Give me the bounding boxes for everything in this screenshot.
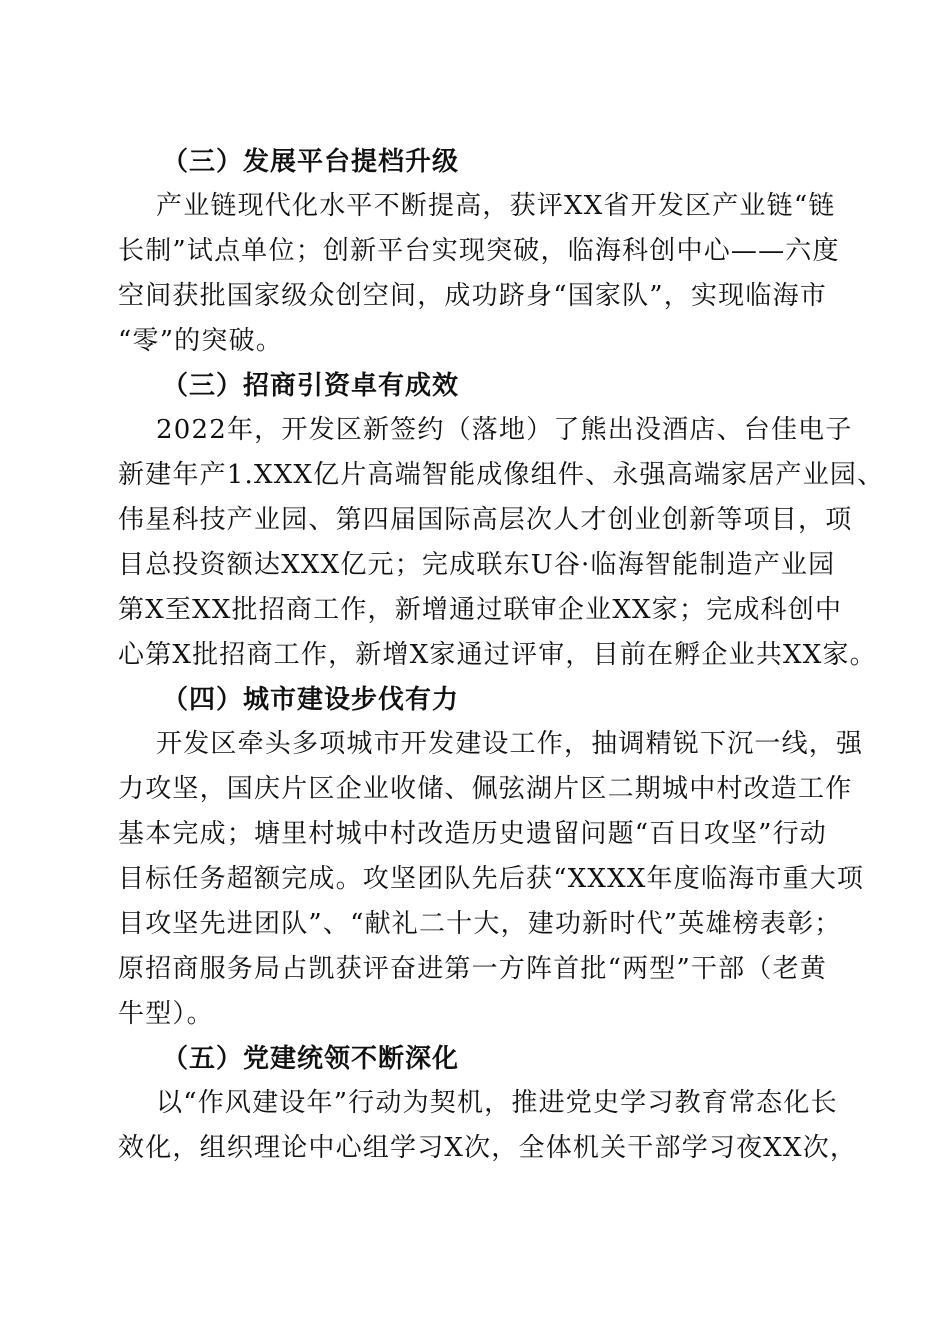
paragraph-platform-upgrade [118, 184, 840, 364]
text-line: 心第X批招商工作，新增X家通过评审，目前在孵企业共XX家。 [118, 640, 877, 670]
text-line: “零”的突破。 [118, 326, 283, 356]
text-line: 伟星科技产业园、第四届国际高层次人才创业创新等项目，项 [118, 505, 853, 535]
text-line: 空间获批国家级众创空间，成功跻身“国家队”，实现临海市 [118, 281, 827, 311]
text-line: 牛型）。 [118, 999, 214, 1029]
text-line: 力攻坚，国庆片区企业收储、佩弦湖片区二期城中村改造工作 [118, 774, 853, 804]
paragraph-party-building [118, 1081, 858, 1171]
text-line: 长制”试点单位；创新平台实现突破，临海科创中心——六度 [118, 236, 840, 266]
text-line: 产业链现代化水平不断提高，获评XX省开发区产业链“链 [156, 191, 836, 221]
text-line: 目总投资额达XXX亿元；完成联东U谷·临海智能制造产业园 [118, 550, 836, 580]
text-line: 基本完成；塘里村城中村改造历史遗留问题“百日攻坚”行动 [118, 819, 827, 849]
paragraph-investment [118, 408, 885, 678]
section-heading-city-construction: （四）城市建设步伐有力 [162, 685, 460, 715]
section-heading-investment: （三）招商引资卓有成效 [162, 371, 460, 401]
paragraph-city-construction [118, 722, 865, 1037]
text-line: 原招商服务局占凯获评奋进第一方阵首批“两型”干部（老黄 [118, 954, 827, 984]
text-line: 以“作风建设年”行动为契机，推进党史学习教育常态化长 [156, 1088, 838, 1118]
document-body [118, 140, 885, 1171]
text-line: 2022年，开发区新签约（落地）了熊出没酒店、台佳电子 [156, 415, 853, 445]
text-line: 开发区牵头多项城市开发建设工作，抽调精锐下沉一线，强 [156, 729, 864, 759]
text-line: 目标任务超额完成。攻坚团队先后获“XXXX年度临海市重大项 [118, 864, 865, 894]
text-line: 效化，组织理论中心组学习X次，全体机关干部学习夜XX次， [118, 1133, 858, 1163]
section-heading-party-building: （五）党建统领不断深化 [162, 1044, 460, 1074]
section-heading-platform-upgrade: （三）发展平台提档升级 [162, 147, 460, 177]
text-line: 目攻坚先进团队”、“献礼二十大，建功新时代”英雄榜表彰； [118, 909, 842, 939]
text-line: 新建年产1.XXX亿片高端智能成像组件、永强高端家居产业园、 [118, 460, 885, 490]
text-line: 第X至XX批招商工作，新增通过联审企业XX家；完成科创中 [118, 595, 843, 625]
